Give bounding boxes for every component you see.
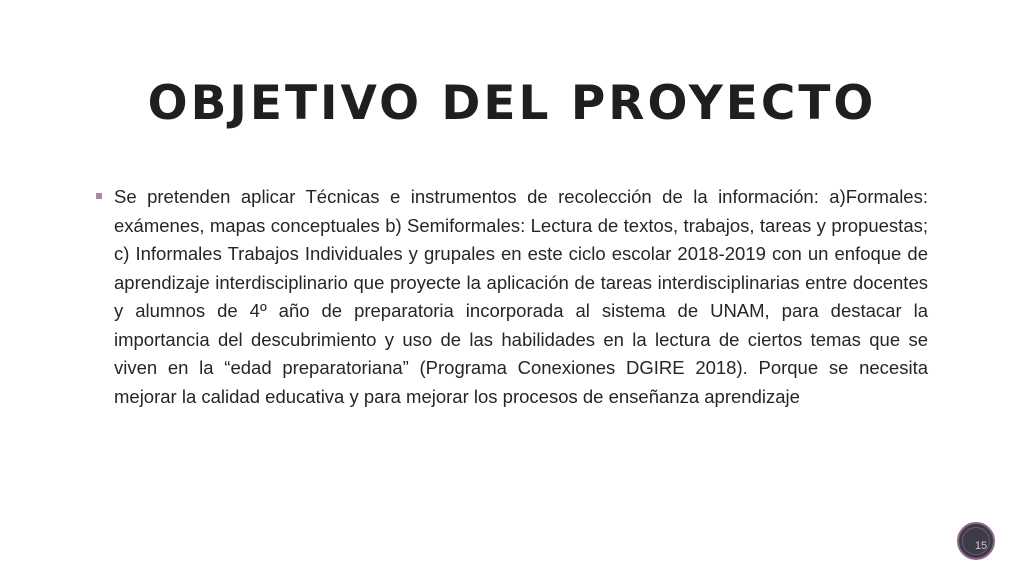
slide-content bbox=[96, 183, 928, 411]
square-bullet-icon bbox=[96, 193, 102, 199]
page-number: 15 bbox=[974, 540, 988, 552]
bullet-item bbox=[96, 183, 928, 411]
slide-title: OBJETIVO DEL PROYECTO bbox=[147, 76, 877, 131]
page-number-badge bbox=[957, 522, 995, 560]
bullet-text: Se pretenden aplicar Técnicas e instrumentos de recolección de la información: a)Formales: exámenes, mapas conceptuales b) Semiformales: Lectura de textos, trabajos, tareas y propuestas; c) Informales Trabajos Individuales y grupales en este ciclo escolar 2018-2019 con un enfoque de aprendizaje interdisciplinario que proyecte la aplicación de tareas interdisciplinarias entre docentes y alumnos de 4º año de preparatoria incorporada al sistema de UNAM, para destacar la importancia del descubrimiento y uso de las habilidades en la lectura de ciertos temas que se viven en la “edad preparatoriana” (Programa Conexiones DGIRE 2018). Porque se necesita mejorar la calidad educativa y para mejorar los procesos de enseñanza aprendizaje bbox=[114, 186, 928, 407]
